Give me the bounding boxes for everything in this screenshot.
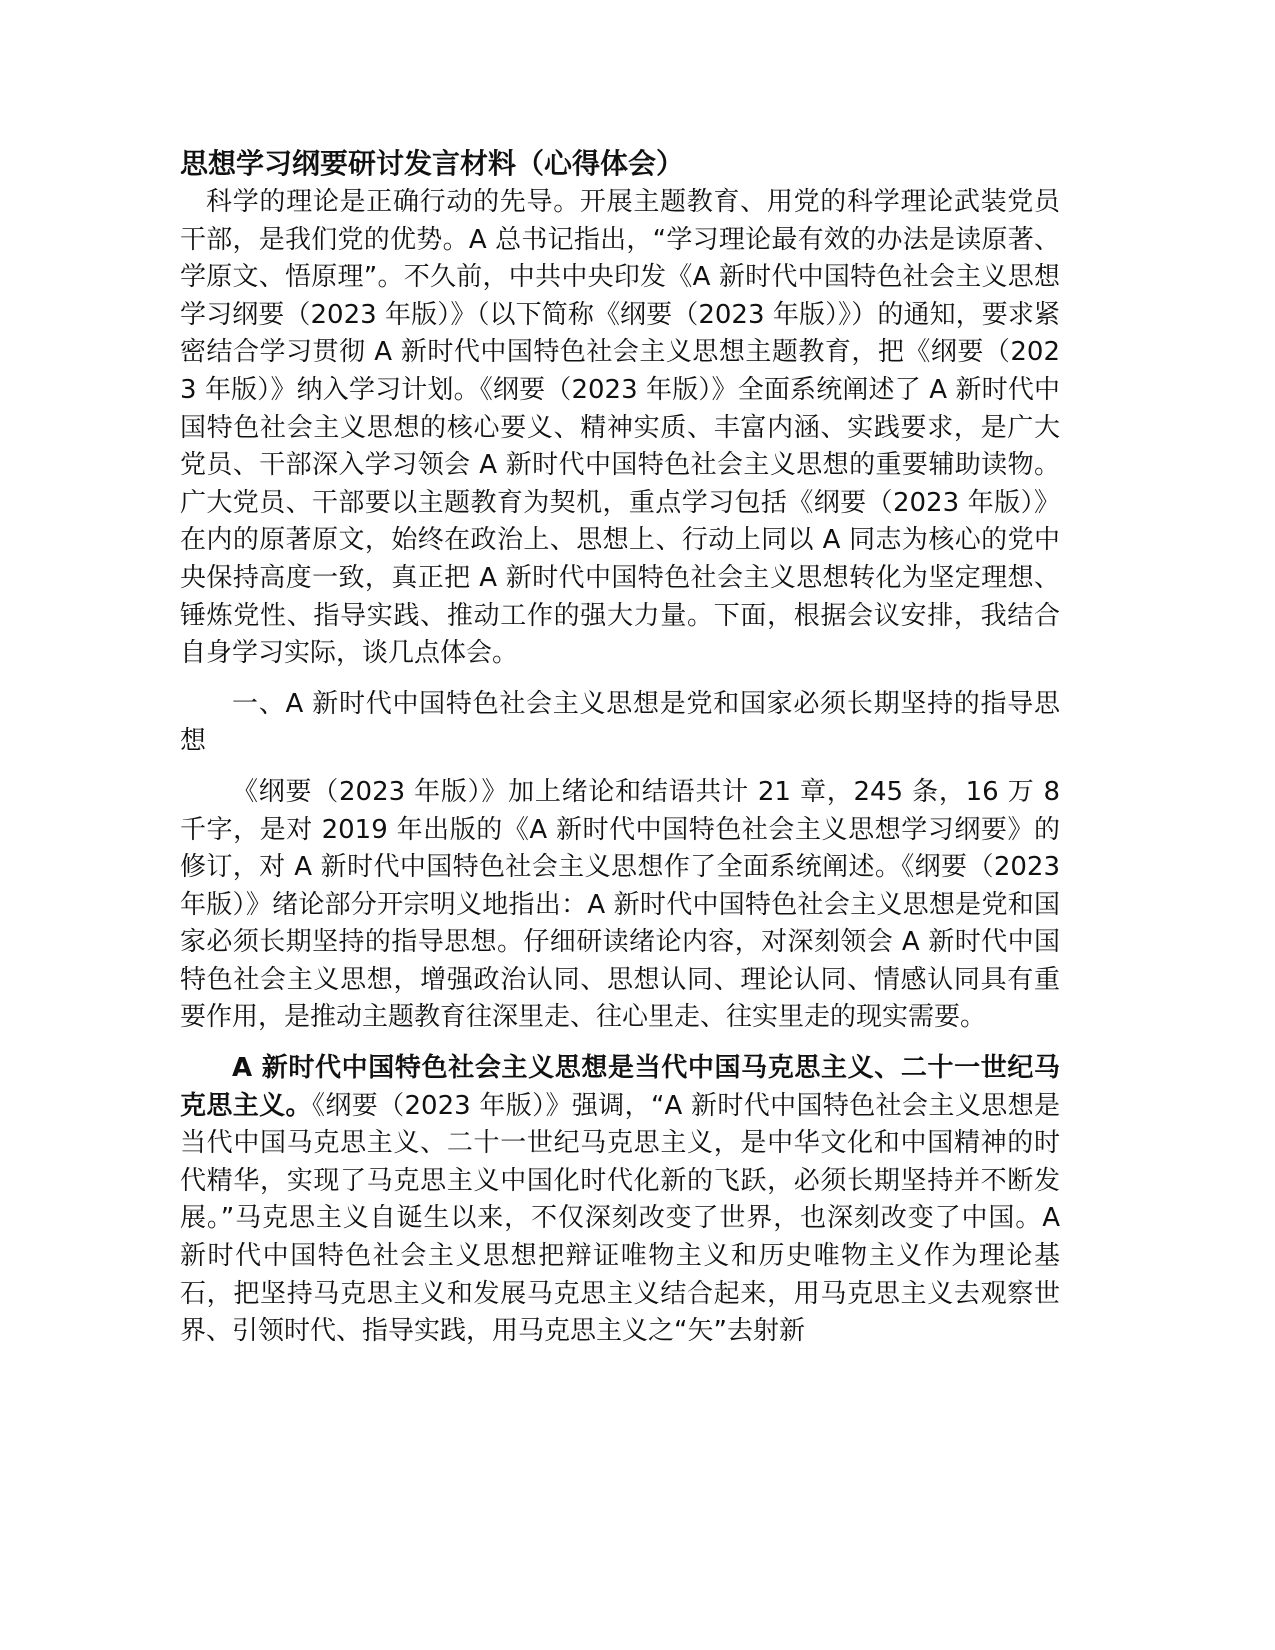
section-heading-1: 一、A 新时代中国特色社会主义思想是党和国家必须长期坚持的指导思想 xyxy=(180,688,1060,757)
document-body xyxy=(180,144,1060,1351)
intro-paragraph: 科学的理论是正确行动的先导。开展主题教育、用党的科学理论武装党员干部，是我们党的优势。A 总书记指出，“学习理论最有效的办法是读原著、学原文、悟原理”。不久前，中共中央印发《A 新时代中国特色社会主义思想学习纲要（2023 年版）》（以下简称《纲要（2023 年版）》）的通知，要求紧密结合学习贯彻 A 新时代中国特色社会主义思想主题教育，把《纲要（2023 年版）》纳入学习计划。《纲要（2023 年版）》全面系统阐述了 A 新时代中国特色社会主义思想的核心要义、精神实质、丰富内涵、实践要求，是广大党员、干部深入学习领会 A 新时代中国特色社会主义思想的重要辅助读物。广大党员、干部要以主题教育为契机，重点学习包括《纲要（2023 年版）》在内的原著原文，始终在政治上、思想上、行动上同以 A 同志为核心的党中央保持高度一致，真正把 A 新时代中国特色社会主义思想转化为坚定理想、锤炼党性、指导实践、推动工作的强大力量。下面，根据会议安排，我结合自身学习实际，谈几点体会。 xyxy=(180,187,1060,669)
paragraph-3-bold-lead: A 新时代中国特色社会主义思想是当代中国马克思主义、二十一世纪马克思主义。 xyxy=(180,1053,1060,1121)
document-title: 思想学习纲要研讨发言材料（心得体会） xyxy=(180,147,685,180)
paragraph-3-text: 《纲要（2023 年版）》强调，“A 新时代中国特色社会主义思想是当代中国马克思主义、二十一世纪马克思主义，是中华文化和中国精神的时代精华，实现了马克思主义中国化时代化新的飞跃，必须长期坚持并不断发展。”马克思主义自诞生以来，不仅深刻改变了世界，也深刻改变了中国。A 新时代中国特色社会主义思想把辩证唯物主义和历史唯物主义作为理论基石，把坚持马克思主义和发展马克思主义结合起来，用马克思主义去观察世界、引领时代、指导实践，用马克思主义之“矢”去射新 xyxy=(180,1090,1060,1347)
body-paragraph-3 xyxy=(180,1050,1060,1351)
body-paragraph-2: 《纲要（2023 年版）》加上绪论和结语共计 21 章，245 条，16 万 8 千字，是对 2019 年出版的《A 新时代中国特色社会主义思想学习纲要》的修订，对 A 新时代中国特色社会主义思想作了全面系统阐述。《纲要（2023 年版）》绪论部分开宗明义地指出：A 新时代中国特色社会主义思想是党和国家必须长期坚持的指导思想。仔细研读绪论内容，对深刻领会 A 新时代中国特色社会主义思想，增强政治认同、思想认同、理论认同、情感认同具有重要作用，是推动主题教育往深里走、往心里走、往实里走的现实需要。 xyxy=(180,776,1060,1033)
